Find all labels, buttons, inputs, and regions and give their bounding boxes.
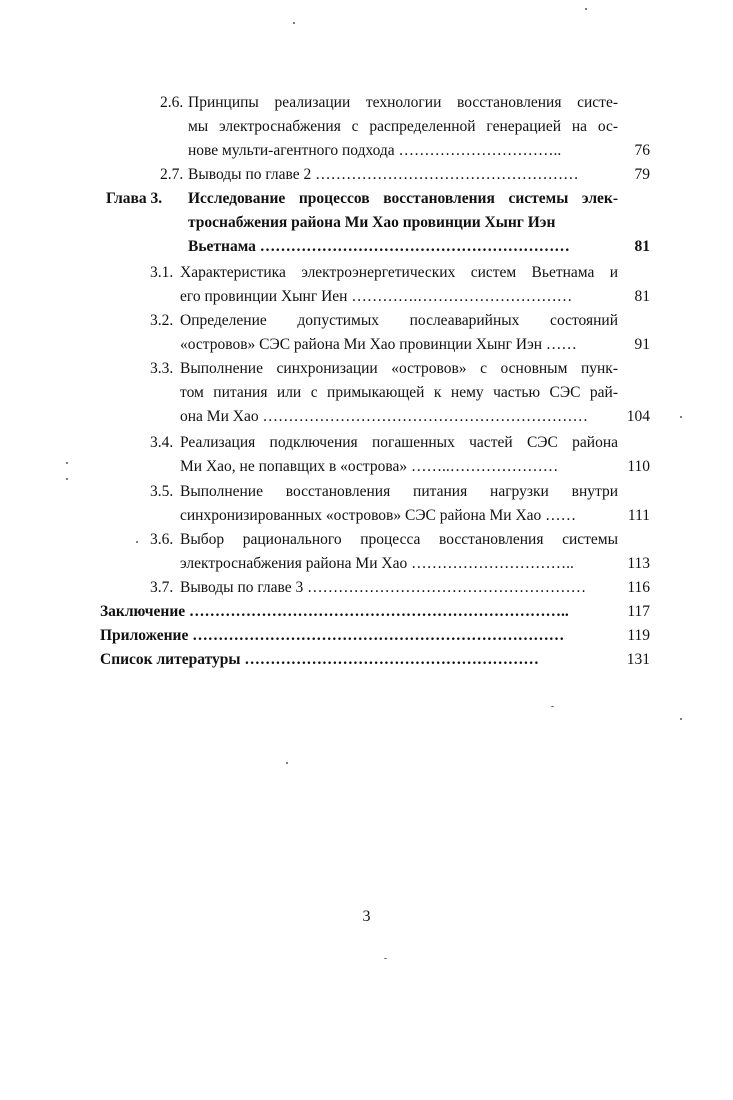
toc-entry-3-6-line-1: Выбор рационального процесса восстановления системы <box>180 531 618 548</box>
toc-number-3-6: 3.6. <box>150 531 174 548</box>
toc-entry-3-2-line-2: «островов» СЭС района Ми Хао провинции Хынг Иэн …… <box>180 336 577 353</box>
toc-references: Список литературы ………………………………………………… <box>100 651 539 668</box>
toc-entry-3-4-line-1: Реализация подключения погашенных частей СЭС района <box>180 434 618 451</box>
toc-number-3-7: 3.7. <box>150 579 174 596</box>
toc-page-references: 131 <box>626 651 650 668</box>
toc-entry-3-5-line-1: Выполнение восстановления питания нагрузки внутри <box>180 483 618 500</box>
scan-speck <box>66 462 68 464</box>
toc-entry-3-3-line-2: том питания или с примыкающей к нему частью СЭС рай- <box>180 384 618 401</box>
toc-page-3-2: 91 <box>634 336 650 353</box>
toc-page-appendix: 119 <box>627 627 650 644</box>
toc-appendix: Приложение ……………………………………………………………… <box>100 627 565 644</box>
toc-entry-3-6-line-2: электроснабжения района Ми Хао ………………………….. <box>180 555 574 572</box>
toc-page-3-6: 113 <box>627 555 650 572</box>
toc-page-3-7: 116 <box>627 579 650 596</box>
toc-entry-2-6-line-3: нове мульти-агентного подхода ………………………….. <box>188 142 562 159</box>
scan-speck <box>384 958 387 959</box>
toc-number-3-5: 3.5. <box>150 483 174 500</box>
toc-number-3-3: 3.3. <box>150 360 174 377</box>
toc-conclusion: Заключение ……………………………………………………………….. <box>100 603 569 620</box>
toc-page-conclusion: 117 <box>627 603 650 620</box>
toc-number-3-4: 3.4. <box>150 434 174 451</box>
toc-number-3-1: 3.1. <box>150 264 174 281</box>
toc-page-3-3: 104 <box>626 408 650 425</box>
scan-speck <box>286 762 288 764</box>
toc-page-2-6: 76 <box>634 142 650 159</box>
toc-page-3-5: 111 <box>627 507 650 524</box>
toc-entry-2-6-line-1: Принципы реализации технологии восстановления систе- <box>188 94 618 111</box>
scan-speck <box>66 478 68 480</box>
toc-number-2-6: 2.6. <box>160 94 184 111</box>
toc-chapter-3-line-1: Исследование процессов восстановления системы элек- <box>188 190 618 207</box>
scan-speck <box>136 541 138 543</box>
scan-speck <box>585 8 587 10</box>
toc-entry-3-2-line-1: Определение допустимых послеаварийных состояний <box>180 312 618 329</box>
toc-entry-2-7-line-1: Выводы по главе 2 …………………………………………… <box>188 166 579 183</box>
toc-page-3-4: 110 <box>627 458 650 475</box>
toc-entry-3-4-line-2: Ми Хао, не попавщих в «острова» ……..………………… <box>180 458 559 475</box>
toc-number-2-7: 2.7. <box>160 166 184 183</box>
scan-speck <box>680 718 682 720</box>
toc-chapter-3-line-3: Вьетнама …………………………………………………… <box>188 238 570 255</box>
toc-page-chapter-3: 81 <box>634 238 650 255</box>
toc-entry-3-3-line-3: она Ми Хао ……………………………………………………… <box>180 408 588 425</box>
toc-entry-3-1-line-2: его провинции Хынг Иен ………….………………………… <box>180 288 573 305</box>
toc-chapter-3-label: Глава 3. <box>106 190 163 207</box>
scan-speck <box>293 22 295 24</box>
scan-speck <box>551 706 554 707</box>
toc-entry-3-3-line-1: Выполнение синхронизации «островов» с основным пунк- <box>180 360 618 377</box>
toc-page-3-1: 81 <box>634 288 650 305</box>
toc-entry-3-1-line-1: Характеристика электроэнергетических систем Вьетнама и <box>180 264 618 281</box>
toc-entry-3-7-line-1: Выводы по главе 3 ……………………………………………… <box>180 579 587 596</box>
toc-entry-2-6-line-2: мы электроснабжения с распределенной генерацией на ос- <box>188 118 618 135</box>
toc-page-2-7: 79 <box>634 166 650 183</box>
scan-speck <box>680 416 682 418</box>
toc-number-3-2: 3.2. <box>150 312 174 329</box>
toc-chapter-3-line-2: троснабжения района Ми Хао провинции Хынг Иэн <box>188 214 556 231</box>
toc-entry-3-5-line-2: синхронизированных «островов» СЭС района Ми Хао …… <box>180 507 577 524</box>
page-number: 3 <box>362 908 371 925</box>
